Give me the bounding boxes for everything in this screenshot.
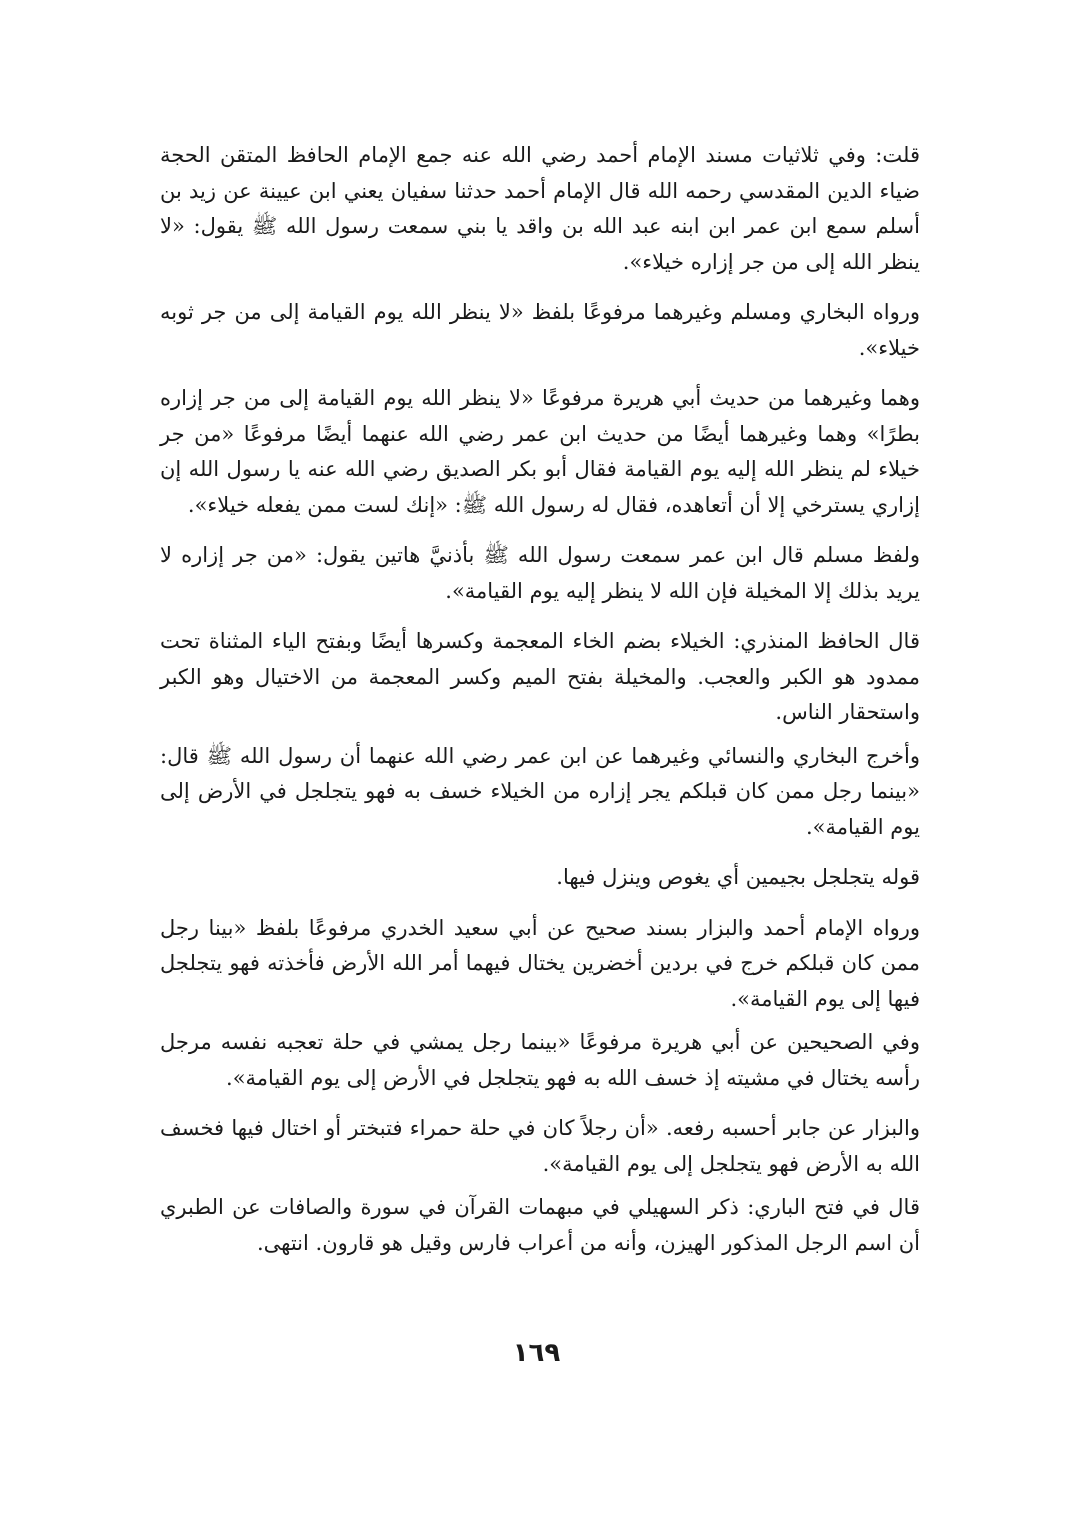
paragraph-1: قلت: وفي ثلاثيات مسند الإمام أحمد رضي الله عنه جمع الإمام الحافظ المتقن الحجة ضياء الدين المقدسي رحمه الله قال الإمام أحمد حدثنا سفيان يعني ابن عيينة عن زيد بن أسلم سمع ابن عمر ابن ابنه عبد الله بن واقد يا بني سمعت رسول الله ﷺ يقول: «لا ينظر الله إلى من جر إزاره خيلاء». <box>160 143 920 274</box>
paragraph-6: وأخرج البخاري والنسائي وغيرهما عن ابن عمر رضي الله عنهما أن رسول الله ﷺ قال: «بينما رجل ممن كان قبلكم يجر إزاره من الخيلاء خسف به فهو يتجلجل في الأرض إلى يوم القيامة». <box>160 743 920 839</box>
paragraph-4: ولفظ مسلم قال ابن عمر سمعت رسول الله ﷺ بأذنيَّ هاتين يقول: «من جر إزاره لا يريد بذلك إلا المخيلة فإن الله لا ينظر إليه يوم القيامة». <box>160 543 920 603</box>
paragraph-2: ورواه البخاري ومسلم وغيرهما مرفوعًا بلفظ «لا ينظر الله يوم القيامة إلى من جر ثوبه خيلاء». <box>160 300 920 360</box>
page-number: ١٦٩ <box>512 1338 561 1368</box>
paragraph-7: قوله يتجلجل بجيمين أي يغوص وينزل فيها. <box>556 865 920 889</box>
paragraph-8: ورواه الإمام أحمد والبزار بسند صحيح عن أبي سعيد الخدري مرفوعًا بلفظ «بينا رجل ممن كان قبلكم خرج في بردين أخضرين يختال فيهما أمر الله الأرض فأخذته فهو يتجلجل فيها إلى يوم القيامة». <box>160 915 920 1011</box>
paragraph-10: والبزار عن جابر أحسبه رفعه. «أن رجلاً كان في حلة حمراء فتبختر أو اختال فيها فخسف الله به الأرض فهو يتجلجل إلى يوم القيامة». <box>160 1116 920 1176</box>
paragraph-9: وفي الصحيحين عن أبي هريرة مرفوعًا «بينما رجل يمشي في حلة تعجبه نفسه مرجل رأسه يختال في مشيته إذ خسف الله به فهو يتجلجل في الأرض إلى يوم القيامة». <box>160 1030 920 1090</box>
paragraph-5: قال الحافظ المنذري: الخيلاء بضم الخاء المعجمة وكسرها أيضًا وبفتح الياء المثناة تحت ممدود هو الكبر والعجب. والمخيلة بفتح الميم وكسر المعجمة من الاختيال وهو الكبر واستحقار الناس. <box>160 629 920 724</box>
page-body <box>160 138 920 1261</box>
paragraph-3: وهما وغيرهما من حديث أبي هريرة مرفوعًا «لا ينظر الله يوم القيامة إلى من جر إزاره بطرًا» وهما وغيرهما أيضًا من حديث ابن عمر رضي الله عنهما أيضًا مرفوعًا «من جر خيلاء لم ينظر الله إليه يوم القيامة فقال أبو بكر الصديق رضي الله عنه يا رسول الله إن إزاري يسترخي إلا أن أتعاهده، فقال له رسول الله ﷺ: «إنك لست ممن يفعله خيلاء». <box>160 386 920 517</box>
paragraph-11: قال في فتح الباري: ذكر السهيلي في مبهمات القرآن في سورة والصافات عن الطبري أن اسم الرجل المذكور الهيزن، وأنه من أعراب فارس وقيل هو قارون. انتهى. <box>160 1195 920 1255</box>
